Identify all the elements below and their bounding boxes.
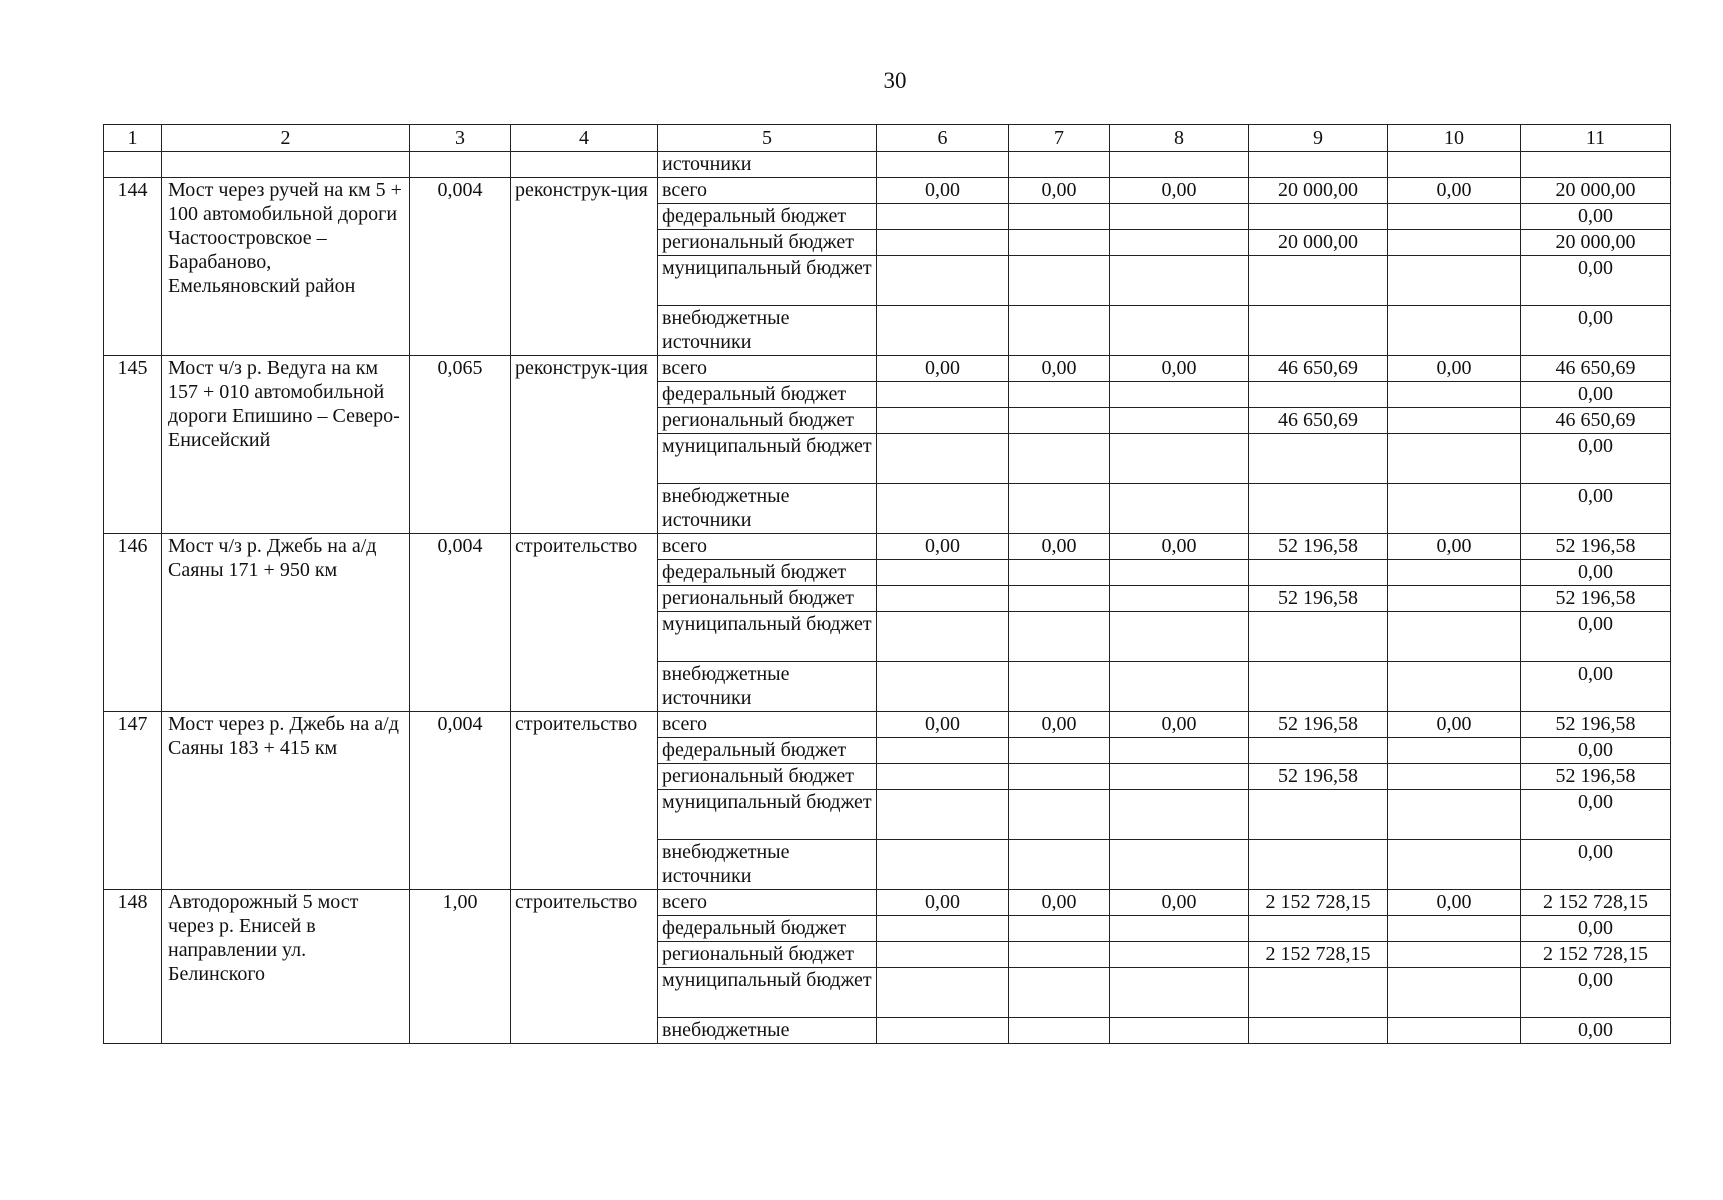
funding-source: муниципальный бюджет bbox=[658, 434, 877, 484]
column-number: 2 bbox=[162, 125, 410, 152]
total-cell: 46 650,69 bbox=[1521, 408, 1671, 434]
amount-cell bbox=[1110, 408, 1249, 434]
total-cell: 52 196,58 bbox=[1521, 712, 1671, 738]
amount-cell bbox=[1110, 586, 1249, 612]
table-row bbox=[104, 178, 1671, 204]
funding-source: муниципальный бюджет bbox=[658, 256, 877, 306]
funding-source: внебюджетные источники bbox=[658, 662, 877, 712]
total-cell: 0,00 bbox=[1521, 256, 1671, 306]
amount-cell: 0,00 bbox=[1388, 712, 1521, 738]
funding-source: региональный бюджет bbox=[658, 408, 877, 434]
amount-cell bbox=[1249, 840, 1388, 890]
amount-cell bbox=[877, 916, 1009, 942]
amount-cell: 0,00 bbox=[1009, 890, 1110, 916]
total-cell: 2 152 728,15 bbox=[1521, 890, 1671, 916]
amount-cell: 0,00 bbox=[1110, 178, 1249, 204]
amount-cell: 46 650,69 bbox=[1249, 356, 1388, 382]
project-number: 144 bbox=[104, 178, 162, 356]
total-cell: 0,00 bbox=[1521, 484, 1671, 534]
amount-cell: 0,00 bbox=[1388, 178, 1521, 204]
amount-cell bbox=[877, 840, 1009, 890]
page-number: 30 bbox=[883, 68, 907, 93]
amount-cell bbox=[1388, 790, 1521, 840]
amount-cell bbox=[877, 1018, 1009, 1044]
amount-cell bbox=[1388, 230, 1521, 256]
funding-source: региональный бюджет bbox=[658, 942, 877, 968]
project-number: 148 bbox=[104, 890, 162, 1044]
project-length: 0,004 bbox=[410, 178, 511, 356]
amount-cell: 0,00 bbox=[1110, 534, 1249, 560]
amount-cell: 0,00 bbox=[877, 356, 1009, 382]
column-number: 5 bbox=[658, 125, 877, 152]
amount-cell: 0,00 bbox=[877, 712, 1009, 738]
table-row bbox=[104, 890, 1671, 916]
amount-cell bbox=[1110, 942, 1249, 968]
funding-source: федеральный бюджет bbox=[658, 560, 877, 586]
amount-cell: 0,00 bbox=[1110, 356, 1249, 382]
funding-source: региональный бюджет bbox=[658, 230, 877, 256]
total-cell: 20 000,00 bbox=[1521, 178, 1671, 204]
work-type: строительство bbox=[511, 534, 658, 712]
amount-cell bbox=[877, 434, 1009, 484]
total-cell: 0,00 bbox=[1521, 306, 1671, 356]
total-cell: 0,00 bbox=[1521, 662, 1671, 712]
total-cell: 0,00 bbox=[1521, 790, 1671, 840]
project-name: Мост через ручей на км 5 + 100 автомобильной дороги Частоостровское – Барабаново, Емельяновский район bbox=[162, 178, 410, 356]
funding-source: муниципальный бюджет bbox=[658, 612, 877, 662]
funding-source: федеральный бюджет bbox=[658, 382, 877, 408]
amount-cell bbox=[1388, 408, 1521, 434]
funding-source: региональный бюджет bbox=[658, 586, 877, 612]
total-cell: 0,00 bbox=[1521, 916, 1671, 942]
amount-cell bbox=[1388, 738, 1521, 764]
amount-cell bbox=[1009, 484, 1110, 534]
amount-cell bbox=[1388, 382, 1521, 408]
total-cell: 0,00 bbox=[1521, 968, 1671, 1018]
total-cell: 20 000,00 bbox=[1521, 230, 1671, 256]
amount-cell bbox=[1009, 612, 1110, 662]
amount-cell bbox=[1009, 916, 1110, 942]
amount-cell bbox=[1249, 968, 1388, 1018]
amount-cell: 0,00 bbox=[1110, 712, 1249, 738]
amount-cell bbox=[877, 382, 1009, 408]
amount-cell bbox=[1249, 382, 1388, 408]
project-number: 145 bbox=[104, 356, 162, 534]
total-cell: 46 650,69 bbox=[1521, 356, 1671, 382]
funding-source: муниципальный бюджет bbox=[658, 968, 877, 1018]
work-type: реконструк-ция bbox=[511, 356, 658, 534]
funding-source: всего bbox=[658, 890, 877, 916]
amount-cell bbox=[877, 408, 1009, 434]
total-cell: 0,00 bbox=[1521, 434, 1671, 484]
continuation-row bbox=[104, 152, 1671, 178]
amount-cell bbox=[877, 560, 1009, 586]
amount-cell bbox=[1110, 612, 1249, 662]
amount-cell bbox=[1009, 942, 1110, 968]
project-length: 0,065 bbox=[410, 356, 511, 534]
funding-source: всего bbox=[658, 534, 877, 560]
amount-cell bbox=[1249, 434, 1388, 484]
amount-cell bbox=[877, 764, 1009, 790]
table-row bbox=[104, 712, 1671, 738]
amount-cell bbox=[1009, 968, 1110, 1018]
amount-cell bbox=[1249, 738, 1388, 764]
table-row bbox=[104, 356, 1671, 382]
amount-cell bbox=[877, 968, 1009, 1018]
total-cell: 0,00 bbox=[1521, 382, 1671, 408]
amount-cell bbox=[1388, 968, 1521, 1018]
amount-cell: 0,00 bbox=[1388, 356, 1521, 382]
amount-cell: 52 196,58 bbox=[1249, 534, 1388, 560]
funding-source: источники bbox=[658, 152, 877, 178]
funding-source: федеральный бюджет bbox=[658, 738, 877, 764]
amount-cell bbox=[1009, 840, 1110, 890]
amount-cell bbox=[877, 586, 1009, 612]
amount-cell bbox=[1110, 738, 1249, 764]
column-number: 3 bbox=[410, 125, 511, 152]
project-length: 1,00 bbox=[410, 890, 511, 1044]
amount-cell bbox=[1110, 662, 1249, 712]
amount-cell bbox=[1388, 662, 1521, 712]
amount-cell bbox=[877, 738, 1009, 764]
amount-cell bbox=[1388, 484, 1521, 534]
amount-cell bbox=[1110, 1018, 1249, 1044]
work-type: строительство bbox=[511, 890, 658, 1044]
amount-cell bbox=[1009, 738, 1110, 764]
amount-cell bbox=[877, 942, 1009, 968]
amount-cell bbox=[1388, 586, 1521, 612]
amount-cell bbox=[1009, 1018, 1110, 1044]
total-cell: 0,00 bbox=[1521, 738, 1671, 764]
amount-cell bbox=[1110, 230, 1249, 256]
funding-source: всего bbox=[658, 356, 877, 382]
amount-cell: 52 196,58 bbox=[1249, 764, 1388, 790]
amount-cell bbox=[1388, 942, 1521, 968]
funding-source: всего bbox=[658, 712, 877, 738]
amount-cell bbox=[1388, 306, 1521, 356]
amount-cell bbox=[1249, 306, 1388, 356]
amount-cell bbox=[1249, 256, 1388, 306]
amount-cell bbox=[1249, 612, 1388, 662]
amount-cell: 0,00 bbox=[877, 178, 1009, 204]
amount-cell bbox=[1009, 256, 1110, 306]
project-length: 0,004 bbox=[410, 534, 511, 712]
funding-source: всего bbox=[658, 178, 877, 204]
project-name: Мост через р. Джебь на а/д Саяны 183 + 415 км bbox=[162, 712, 410, 890]
total-cell: 52 196,58 bbox=[1521, 586, 1671, 612]
project-number: 146 bbox=[104, 534, 162, 712]
amount-cell: 0,00 bbox=[1388, 534, 1521, 560]
project-name: Автодорожный 5 мост через р. Енисей в направлении ул. Белинского bbox=[162, 890, 410, 1044]
amount-cell: 20 000,00 bbox=[1249, 178, 1388, 204]
amount-cell: 0,00 bbox=[1388, 890, 1521, 916]
project-number: 147 bbox=[104, 712, 162, 890]
amount-cell bbox=[1249, 484, 1388, 534]
table-row bbox=[104, 534, 1671, 560]
column-number: 11 bbox=[1521, 125, 1671, 152]
amount-cell: 0,00 bbox=[1009, 356, 1110, 382]
funding-source: внебюджетные источники bbox=[658, 306, 877, 356]
amount-cell: 52 196,58 bbox=[1249, 712, 1388, 738]
amount-cell bbox=[1009, 662, 1110, 712]
amount-cell: 0,00 bbox=[877, 534, 1009, 560]
work-type: реконструк-ция bbox=[511, 178, 658, 356]
amount-cell bbox=[1110, 968, 1249, 1018]
amount-cell bbox=[1388, 204, 1521, 230]
amount-cell: 20 000,00 bbox=[1249, 230, 1388, 256]
funding-source: муниципальный бюджет bbox=[658, 790, 877, 840]
project-length: 0,004 bbox=[410, 712, 511, 890]
amount-cell bbox=[1388, 256, 1521, 306]
amount-cell bbox=[1110, 256, 1249, 306]
amount-cell bbox=[1110, 790, 1249, 840]
funding-source: федеральный бюджет bbox=[658, 916, 877, 942]
amount-cell: 2 152 728,15 bbox=[1249, 890, 1388, 916]
amount-cell: 0,00 bbox=[1110, 890, 1249, 916]
amount-cell bbox=[1388, 764, 1521, 790]
column-number: 4 bbox=[511, 125, 658, 152]
amount-cell bbox=[1110, 764, 1249, 790]
amount-cell: 46 650,69 bbox=[1249, 408, 1388, 434]
amount-cell bbox=[1009, 434, 1110, 484]
amount-cell bbox=[1388, 434, 1521, 484]
funding-source: внебюджетные источники bbox=[658, 484, 877, 534]
amount-cell bbox=[877, 484, 1009, 534]
amount-cell bbox=[1249, 662, 1388, 712]
amount-cell: 52 196,58 bbox=[1249, 586, 1388, 612]
amount-cell: 2 152 728,15 bbox=[1249, 942, 1388, 968]
amount-cell bbox=[1110, 916, 1249, 942]
amount-cell bbox=[1388, 916, 1521, 942]
amount-cell bbox=[1009, 204, 1110, 230]
table-body bbox=[104, 152, 1671, 1044]
column-number: 10 bbox=[1388, 125, 1521, 152]
amount-cell bbox=[1249, 560, 1388, 586]
column-number: 6 bbox=[877, 125, 1009, 152]
amount-cell bbox=[1009, 408, 1110, 434]
total-cell: 0,00 bbox=[1521, 612, 1671, 662]
amount-cell bbox=[1110, 840, 1249, 890]
project-name: Мост ч/з р. Ведуга на км 157 + 010 автомобильной дороги Епишино – Северо-Енисейский bbox=[162, 356, 410, 534]
column-number: 8 bbox=[1110, 125, 1249, 152]
amount-cell bbox=[1388, 1018, 1521, 1044]
column-number: 7 bbox=[1009, 125, 1110, 152]
amount-cell bbox=[877, 662, 1009, 712]
amount-cell bbox=[1249, 790, 1388, 840]
column-number-row bbox=[104, 125, 1671, 152]
column-number: 1 bbox=[104, 125, 162, 152]
total-cell: 52 196,58 bbox=[1521, 534, 1671, 560]
amount-cell bbox=[1110, 306, 1249, 356]
amount-cell bbox=[1110, 382, 1249, 408]
amount-cell bbox=[877, 204, 1009, 230]
amount-cell bbox=[1009, 560, 1110, 586]
amount-cell bbox=[877, 612, 1009, 662]
amount-cell bbox=[1388, 560, 1521, 586]
project-name: Мост ч/з р. Джебь на а/д Саяны 171 + 950 км bbox=[162, 534, 410, 712]
amount-cell: 0,00 bbox=[1009, 534, 1110, 560]
amount-cell bbox=[1388, 840, 1521, 890]
funding-source: региональный бюджет bbox=[658, 764, 877, 790]
amount-cell bbox=[1249, 916, 1388, 942]
amount-cell bbox=[1110, 434, 1249, 484]
budget-table bbox=[103, 124, 1671, 1044]
total-cell: 0,00 bbox=[1521, 1018, 1671, 1044]
amount-cell bbox=[1249, 204, 1388, 230]
amount-cell bbox=[877, 230, 1009, 256]
amount-cell: 0,00 bbox=[1009, 178, 1110, 204]
work-type: строительство bbox=[511, 712, 658, 890]
amount-cell: 0,00 bbox=[1009, 712, 1110, 738]
amount-cell bbox=[1009, 230, 1110, 256]
total-cell: 52 196,58 bbox=[1521, 764, 1671, 790]
funding-source: внебюджетные источники bbox=[658, 840, 877, 890]
amount-cell bbox=[1009, 790, 1110, 840]
amount-cell bbox=[1249, 1018, 1388, 1044]
amount-cell bbox=[877, 306, 1009, 356]
column-number: 9 bbox=[1249, 125, 1388, 152]
amount-cell bbox=[877, 256, 1009, 306]
amount-cell: 0,00 bbox=[877, 890, 1009, 916]
amount-cell bbox=[877, 790, 1009, 840]
amount-cell bbox=[1009, 306, 1110, 356]
total-cell: 2 152 728,15 bbox=[1521, 942, 1671, 968]
amount-cell bbox=[1388, 612, 1521, 662]
amount-cell bbox=[1009, 382, 1110, 408]
amount-cell bbox=[1110, 204, 1249, 230]
amount-cell bbox=[1009, 764, 1110, 790]
total-cell: 0,00 bbox=[1521, 560, 1671, 586]
total-cell: 0,00 bbox=[1521, 204, 1671, 230]
amount-cell bbox=[1110, 484, 1249, 534]
funding-source: федеральный бюджет bbox=[658, 204, 877, 230]
amount-cell bbox=[1110, 560, 1249, 586]
amount-cell bbox=[1009, 586, 1110, 612]
funding-source: внебюджетные bbox=[658, 1018, 877, 1044]
total-cell: 0,00 bbox=[1521, 840, 1671, 890]
